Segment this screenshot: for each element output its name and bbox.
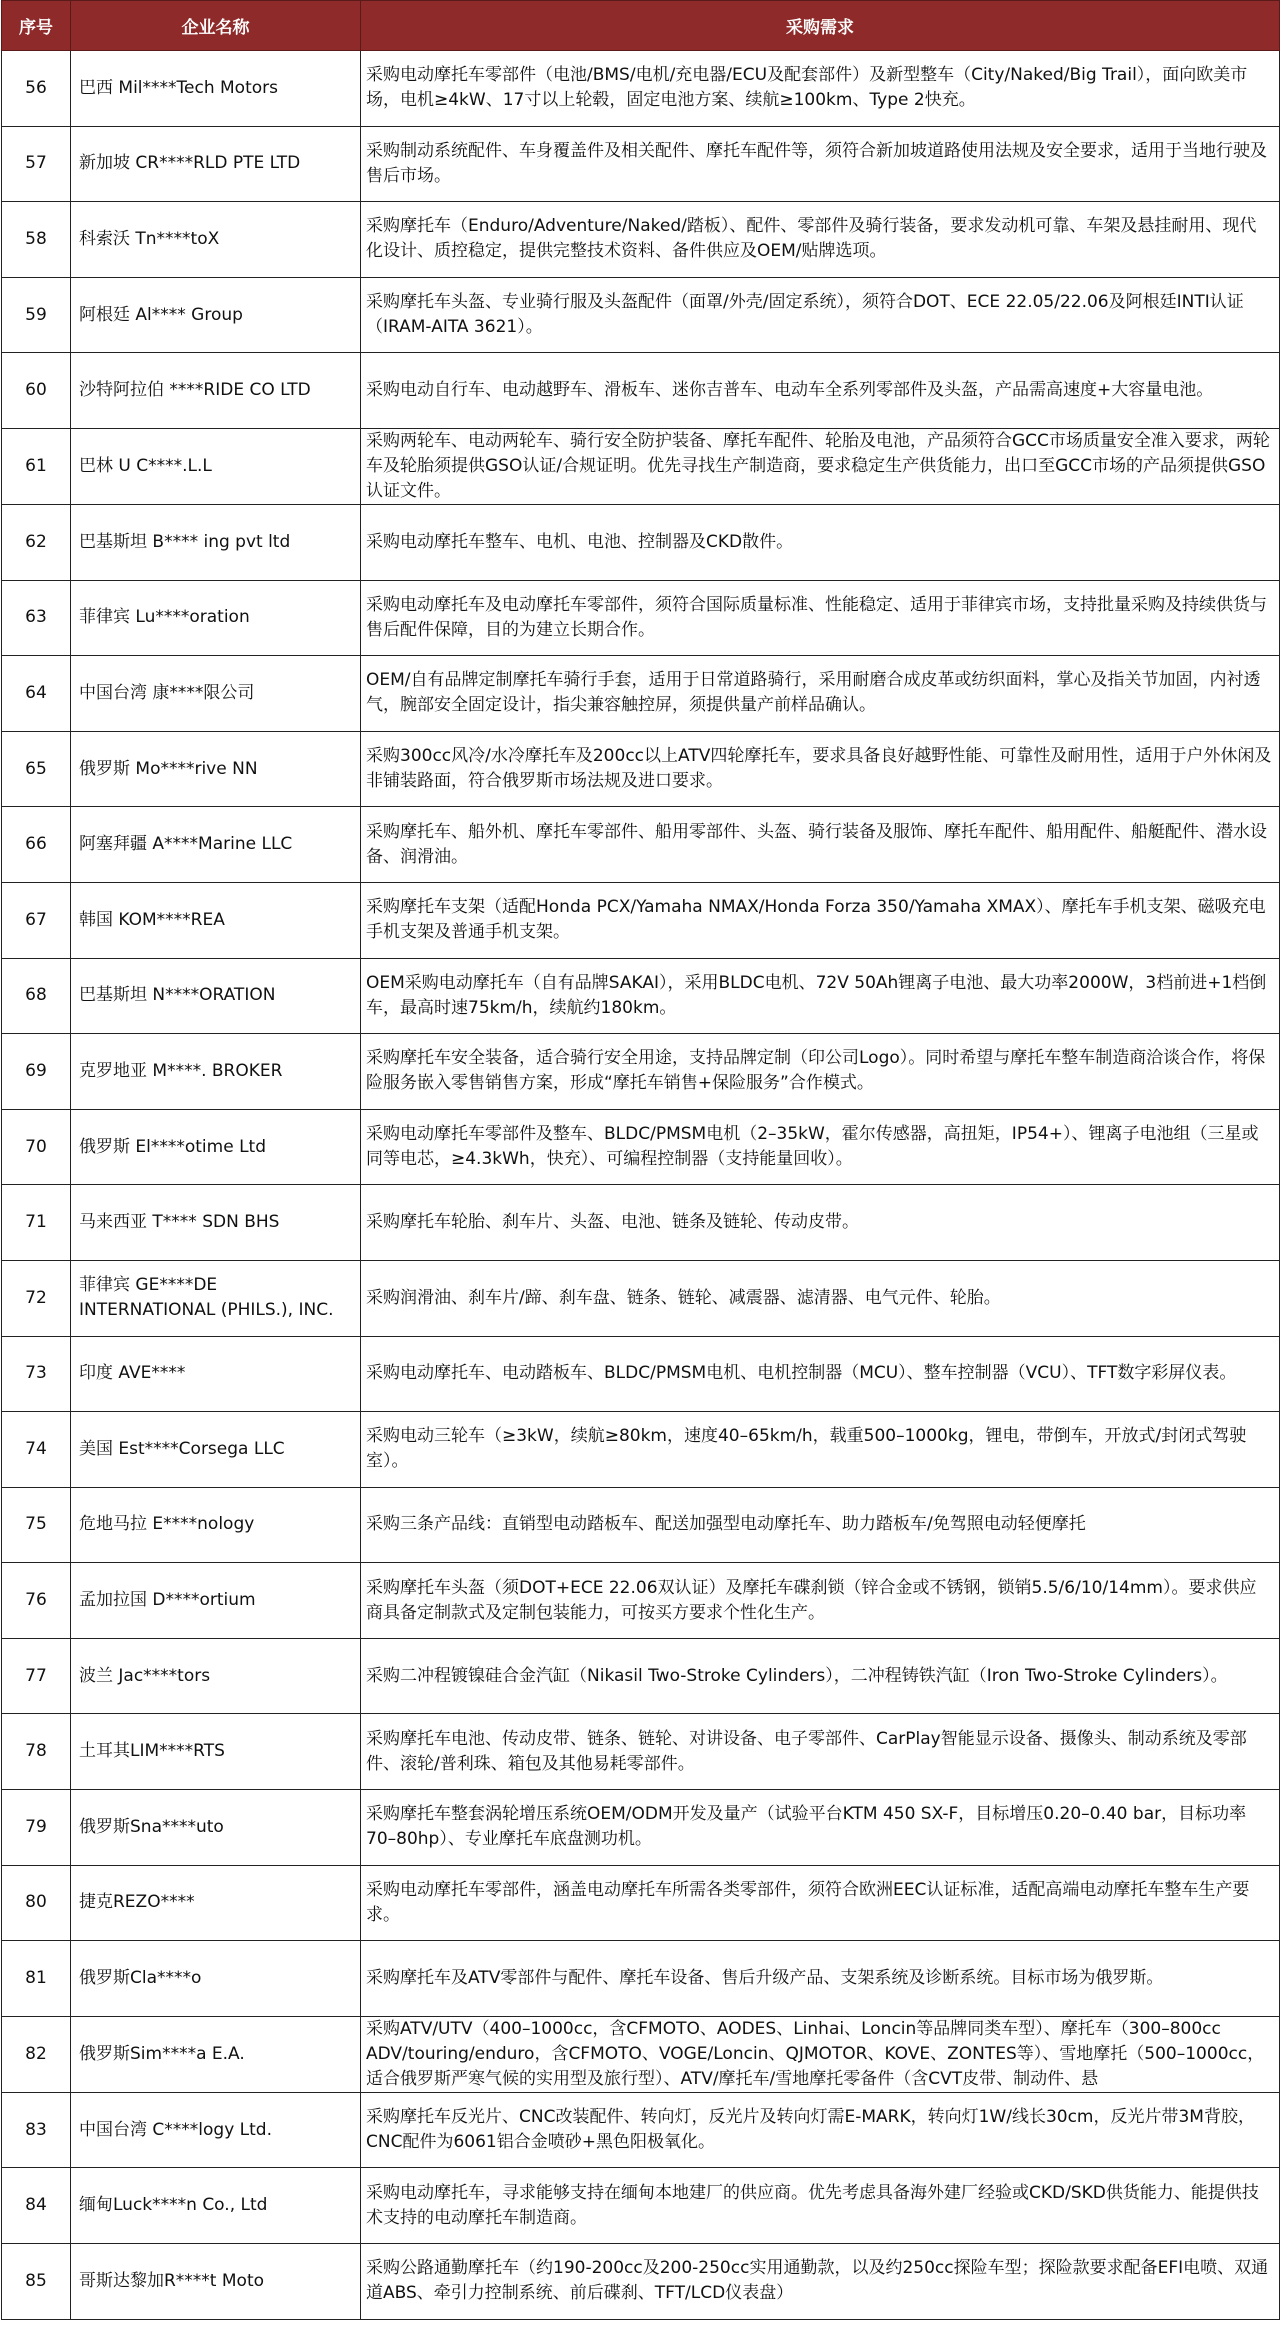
table-row [2,1865,1280,1941]
company-name-cell: 危地马拉 E****nology [71,1487,361,1563]
serial-number-cell: 81 [2,1941,71,2017]
serial-number-cell: 82 [2,2016,71,2092]
procurement-demand-cell: 采购电动摩托车及电动摩托车零部件，须符合国际质量标准、性能稳定、适用于菲律宾市场，支持批量采购及持续供货与售后配件保障，目的为建立长期合作。 [361,580,1280,656]
procurement-demand-cell: 采购润滑油、刹车片/蹄、刹车盘、链条、链轮、减震器、滤清器、电气元件、轮胎。 [361,1260,1280,1336]
procurement-demand-cell: 采购公路通勤摩托车（约190-200cc及200-250cc实用通勤款，以及约250cc探险车型；探险款要求配备EFI电喷、双通道ABS、牵引力控制系统、前后碟刹、TFT/LCD仪表盘） [361,2244,1280,2320]
company-name-cell: 波兰 Jac****tors [71,1638,361,1714]
table-row [2,1034,1280,1110]
procurement-demand-cell: 采购摩托车头盔、专业骑行服及头盔配件（面罩/外壳/固定系统），须符合DOT、ECE 22.05/22.06及阿根廷INTI认证（IRAM-AITA 3621）。 [361,277,1280,353]
table-row [2,504,1280,580]
company-name-cell: 缅甸Luck****n Co., Ltd [71,2168,361,2244]
company-name-cell: 韩国 KOM****REA [71,882,361,958]
serial-number-cell: 78 [2,1714,71,1790]
table-row [2,1638,1280,1714]
serial-number-cell: 74 [2,1412,71,1488]
serial-number-cell: 73 [2,1336,71,1412]
procurement-demand-cell: 采购摩托车支架（适配Honda PCX/Yamaha NMAX/Honda Forza 350/Yamaha XMAX）、摩托车手机支架、磁吸充电手机支架及普通手机支架。 [361,882,1280,958]
serial-number-cell: 72 [2,1260,71,1336]
procurement-demand-cell: 采购摩托车轮胎、刹车片、头盔、电池、链条及链轮、传动皮带。 [361,1185,1280,1261]
procurement-demand-cell: 采购电动自行车、电动越野车、滑板车、迷你吉普车、电动车全系列零部件及头盔，产品需高速度+大容量电池。 [361,353,1280,429]
table-row [2,580,1280,656]
serial-number-cell: 85 [2,2244,71,2320]
serial-number-cell: 80 [2,1865,71,1941]
serial-number-cell: 62 [2,504,71,580]
table-row [2,1185,1280,1261]
procurement-demand-cell: 采购摩托车安全装备，适合骑行安全用途，支持品牌定制（印公司Logo）。同时希望与摩托车整车制造商洽谈合作，将保险服务嵌入零售销售方案，形成“摩托车销售+保险服务”合作模式。 [361,1034,1280,1110]
company-name-cell: 克罗地亚 M****. BROKER [71,1034,361,1110]
procurement-demand-cell: 采购电动摩托车零部件，涵盖电动摩托车所需各类零部件，须符合欧洲EEC认证标准，适配高端电动摩托车整车生产要求。 [361,1865,1280,1941]
company-name-cell: 印度 AVE**** [71,1336,361,1412]
table-row [2,2168,1280,2244]
header-serial-number: 序号 [2,1,71,51]
procurement-demand-cell: OEM采购电动摩托车（自有品牌SAKAI），采用BLDC电机、72V 50Ah锂离子电池、最大功率2000W，3档前进+1档倒车，最高时速75km/h，续航约180km。 [361,958,1280,1034]
company-name-cell: 巴林 U C****.L.L [71,428,361,504]
company-name-cell: 俄罗斯Sim****a E.A. [71,2016,361,2092]
table-row [2,126,1280,202]
procurement-demand-cell: 采购300cc风冷/水冷摩托车及200cc以上ATV四轮摩托车，要求具备良好越野性能、可靠性及耐用性，适用于户外休闲及非铺装路面，符合俄罗斯市场法规及进口要求。 [361,731,1280,807]
table-row [2,807,1280,883]
company-name-cell: 俄罗斯 El****otime Ltd [71,1109,361,1185]
company-name-cell: 俄罗斯Sna****uto [71,1790,361,1866]
procurement-demand-cell: 采购摩托车反光片、CNC改装配件、转向灯，反光片及转向灯需E-MARK，转向灯1W/线长30cm，反光片带3M背胶，CNC配件为6061铝合金喷砂+黑色阳极氧化。 [361,2092,1280,2168]
procurement-demand-cell: 采购电动摩托车零部件（电池/BMS/电机/充电器/ECU及配套部件）及新型整车（City/Naked/Big Trail），面向欧美市场，电机≥4kW、17寸以上轮毂，固定电池方案、续航≥100km、Type 2快充。 [361,51,1280,127]
serial-number-cell: 75 [2,1487,71,1563]
serial-number-cell: 67 [2,882,71,958]
serial-number-cell: 59 [2,277,71,353]
procurement-demand-cell: 采购摩托车头盔（须DOT+ECE 22.06双认证）及摩托车碟刹锁（锌合金或不锈钢，锁销5.5/6/10/14mm）。要求供应商具备定制款式及定制包装能力，可按买方要求个性化生产。 [361,1563,1280,1639]
table-row [2,1790,1280,1866]
procurement-demand-cell: 采购摩托车整套涡轮增压系统OEM/ODM开发及量产（试验平台KTM 450 SX-F，目标增压0.20–0.40 bar，目标功率70–80hp）、专业摩托车底盘测功机。 [361,1790,1280,1866]
procurement-demand-cell: 采购摩托车（Enduro/Adventure/Naked/踏板）、配件、零部件及骑行装备，要求发动机可靠、车架及悬挂耐用、现代化设计、质控稳定，提供完整技术资料、备件供应及OEM/贴牌选项。 [361,202,1280,278]
table-row [2,353,1280,429]
company-name-cell: 阿塞拜疆 A****Marine LLC [71,807,361,883]
procurement-demand-cell: 采购制动系统配件、车身覆盖件及相关配件、摩托车配件等，须符合新加坡道路使用法规及安全要求，适用于当地行驶及售后市场。 [361,126,1280,202]
company-name-cell: 科索沃 Tn****toX [71,202,361,278]
serial-number-cell: 83 [2,2092,71,2168]
table-row [2,2016,1280,2092]
serial-number-cell: 63 [2,580,71,656]
table-row [2,1336,1280,1412]
company-name-cell: 巴基斯坦 B**** ing pvt ltd [71,504,361,580]
table-row [2,1260,1280,1336]
table-row [2,731,1280,807]
serial-number-cell: 68 [2,958,71,1034]
table-row [2,202,1280,278]
procurement-demand-cell: 采购两轮车、电动两轮车、骑行安全防护装备、摩托车配件、轮胎及电池，产品须符合GCC市场质量安全准入要求，两轮车及轮胎须提供GSO认证/合规证明。优先寻找生产制造商，要求稳定生产供货能力，出口至GCC市场的产品须提供GSO认证文件。 [361,428,1280,504]
procurement-demand-cell: OEM/自有品牌定制摩托车骑行手套，适用于日常道路骑行，采用耐磨合成皮革或纺织面料，掌心及指关节加固，内衬透气，腕部安全固定设计，指尖兼容触控屏，须提供量产前样品确认。 [361,656,1280,732]
table-row [2,2092,1280,2168]
serial-number-cell: 76 [2,1563,71,1639]
company-name-cell: 捷克REZO**** [71,1865,361,1941]
company-name-cell: 俄罗斯 Mo****rive NN [71,731,361,807]
table-row [2,882,1280,958]
company-name-cell: 菲律宾 Lu****oration [71,580,361,656]
procurement-demand-cell: 采购摩托车电池、传动皮带、链条、链轮、对讲设备、电子零部件、CarPlay智能显示设备、摄像头、制动系统及零部件、滚轮/普利珠、箱包及其他易耗零部件。 [361,1714,1280,1790]
procurement-demand-cell: 采购电动三轮车（≥3kW，续航≥80km，速度40–65km/h，载重500–1000kg，锂电，带倒车，开放式/封闭式驾驶室）。 [361,1412,1280,1488]
company-name-cell: 沙特阿拉伯 ****RIDE CO LTD [71,353,361,429]
company-name-cell: 俄罗斯Cla****o [71,1941,361,2017]
table-row [2,277,1280,353]
table-row [2,1714,1280,1790]
procurement-demand-cell: 采购摩托车及ATV零部件与配件、摩托车设备、售后升级产品、支架系统及诊断系统。目标市场为俄罗斯。 [361,1941,1280,2017]
company-name-cell: 土耳其LIM****RTS [71,1714,361,1790]
company-name-cell: 新加坡 CR****RLD PTE LTD [71,126,361,202]
table-row [2,1487,1280,1563]
serial-number-cell: 70 [2,1109,71,1185]
procurement-table [1,0,1280,2320]
serial-number-cell: 71 [2,1185,71,1261]
table-row [2,1412,1280,1488]
procurement-demand-cell: 采购电动摩托车，寻求能够支持在缅甸本地建厂的供应商。优先考虑具备海外建厂经验或CKD/SKD供货能力、能提供技术支持的电动摩托车制造商。 [361,2168,1280,2244]
header-company-name: 企业名称 [71,1,361,51]
company-name-cell: 中国台湾 C****logy Ltd. [71,2092,361,2168]
company-name-cell: 哥斯达黎加R****t Moto [71,2244,361,2320]
table-row [2,656,1280,732]
serial-number-cell: 79 [2,1790,71,1866]
serial-number-cell: 84 [2,2168,71,2244]
table-row [2,51,1280,127]
header-procurement-demand: 采购需求 [361,1,1280,51]
procurement-demand-cell: 采购二冲程镀镍硅合金汽缸（Nikasil Two-Stroke Cylinders），二冲程铸铁汽缸（Iron Two-Stroke Cylinders）。 [361,1638,1280,1714]
company-name-cell: 孟加拉国 D****ortium [71,1563,361,1639]
company-name-cell: 巴基斯坦 N****ORATION [71,958,361,1034]
procurement-demand-cell: 采购电动摩托车整车、电机、电池、控制器及CKD散件。 [361,504,1280,580]
table-row [2,1563,1280,1639]
serial-number-cell: 66 [2,807,71,883]
serial-number-cell: 60 [2,353,71,429]
serial-number-cell: 65 [2,731,71,807]
company-name-cell: 美国 Est****Corsega LLC [71,1412,361,1488]
company-name-cell: 巴西 Mil****Tech Motors [71,51,361,127]
table-row [2,958,1280,1034]
serial-number-cell: 69 [2,1034,71,1110]
company-name-cell: 阿根廷 Al**** Group [71,277,361,353]
procurement-demand-cell: 采购摩托车、船外机、摩托车零部件、船用零部件、头盔、骑行装备及服饰、摩托车配件、船用配件、船艇配件、潜水设备、润滑油。 [361,807,1280,883]
company-name-cell: 马来西亚 T**** SDN BHS [71,1185,361,1261]
procurement-demand-cell: 采购电动摩托车零部件及整车、BLDC/PMSM电机（2–35kW，霍尔传感器，高扭矩，IP54+）、锂离子电池组（三星或同等电芯，≥4.3kWh，快充）、可编程控制器（支持能量回收）。 [361,1109,1280,1185]
company-name-cell: 菲律宾 GE****DE INTERNATIONAL (PHILS.), INC. [71,1260,361,1336]
serial-number-cell: 77 [2,1638,71,1714]
table-row [2,428,1280,504]
table-row [2,2244,1280,2320]
table-row [2,1941,1280,2017]
company-name-cell: 中国台湾 康****限公司 [71,656,361,732]
serial-number-cell: 57 [2,126,71,202]
procurement-demand-cell: 采购电动摩托车、电动踏板车、BLDC/PMSM电机、电机控制器（MCU）、整车控制器（VCU）、TFT数字彩屏仪表。 [361,1336,1280,1412]
serial-number-cell: 64 [2,656,71,732]
procurement-demand-cell: 采购ATV/UTV（400–1000cc，含CFMOTO、AODES、Linhai、Loncin等品牌同类车型）、摩托车（300–800cc ADV/touring/enduro，含CFMOTO、VOGE/Loncin、QJMOTOR、KOVE、ZONTES等）、雪地摩托（500–1000cc，适合俄罗斯严寒气候的实用型及旅行型）、ATV/摩托车/雪地摩托零备件（含CVT皮带、制动件、悬 [361,2016,1280,2092]
serial-number-cell: 56 [2,51,71,127]
serial-number-cell: 61 [2,428,71,504]
table-body [2,51,1280,2320]
table-row [2,1109,1280,1185]
table-header-row [2,1,1280,51]
procurement-demand-cell: 采购三条产品线：直销型电动踏板车、配送加强型电动摩托车、助力踏板车/免驾照电动轻便摩托 [361,1487,1280,1563]
serial-number-cell: 58 [2,202,71,278]
